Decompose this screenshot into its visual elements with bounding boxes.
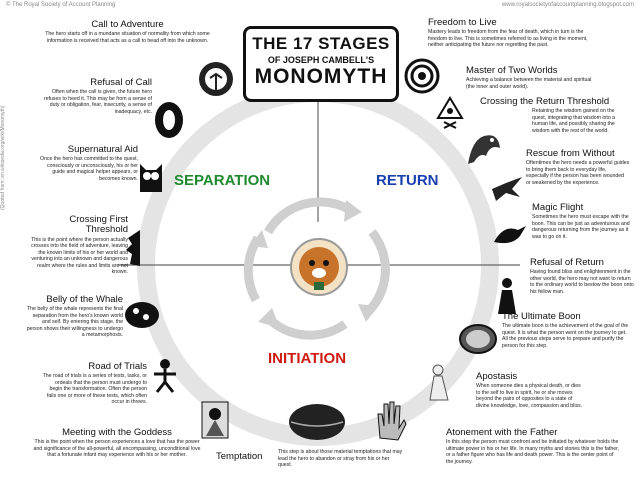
stage-title: Freedom to Live <box>428 17 497 28</box>
title-box <box>243 26 399 102</box>
stage-title: Crossing the Return Threshold <box>480 96 610 107</box>
tree-icon <box>196 60 236 103</box>
initiation-label: INITIATION <box>268 350 347 367</box>
copyright-text: © The Royal Society of Account Planning <box>6 2 116 8</box>
stage-title: Road of Trials <box>88 361 147 372</box>
chalice-icon <box>458 322 498 361</box>
stage-apotheosis <box>476 372 586 409</box>
stage-text: Once the hero has committed to the quest, consciously or unconsciously, his or her guide and magical helper appears, or becomes known. <box>39 156 138 182</box>
stage-text: Having found bliss and enlightenment in the other world, the hero may not want to return to the ordinary world to bestow the boon onto his fellow man. <box>530 269 634 295</box>
stage-master-of-two-worlds <box>466 66 596 90</box>
stage-text: This is the point where the person actually crosses into the field of adventure, leaving the known limits of his or her world and venturing into an unknown and dangerous realm where the rules and limits are not known. <box>31 236 128 276</box>
stage-text: When someone dies a physical death, or dies to the self to live in spirit, he or she moves beyond the pairs of opposites to a state of divine knowledge, love, compassion and bliss. <box>476 383 583 409</box>
return-label: RETURN <box>376 172 439 189</box>
stage-text: Oftentimes the hero needs a powerful guides to bring them back to everyday life, especially if the person has been wounded or weakened by the experience. <box>526 160 630 186</box>
stage-belly-of-whale <box>25 295 123 339</box>
dancer-icon <box>148 356 182 399</box>
statue-icon <box>420 362 454 407</box>
stage-title: Temptation <box>216 451 263 462</box>
stage-title: Refusal of Call <box>90 77 152 88</box>
bird-icon <box>492 222 528 257</box>
stage-text: The hero starts off in a mundane situation of normality from which some information is received that acts as a call to head off into the unknown. <box>45 31 210 44</box>
stage-temptation <box>278 448 403 469</box>
title-line-2: OF JOSEPH CAMBELL'S <box>267 55 375 65</box>
goddess-icon <box>200 400 230 445</box>
stage-text: Sometimes the hero must escape with the boon. This can be just as adventurous and dangerous returning from the journey as it was to go on it. <box>532 214 630 240</box>
stage-title: Meeting with the Goddess <box>62 427 172 438</box>
stage-text: The road of trials is a series of tests, tasks, or ordeals that the person must undergo to begin the transformation. Often the person fails one or more of these tests, which often occur in threes. <box>42 373 147 406</box>
hero-face-icon <box>290 238 348 296</box>
lips-icon <box>287 402 347 447</box>
stage-crossing-first-threshold <box>28 215 128 276</box>
stage-text: Often when the call is given, the future hero refuses to heed it. This may be from a sense of duty or obligation, fear, insecurity, a sense of inadequacy, etc. <box>43 89 152 115</box>
stage-title: Refusal of Return <box>530 257 604 268</box>
stage-freedom-to-live <box>428 18 603 49</box>
stage-title: Master of Two Worlds <box>466 65 558 76</box>
source-credit: (Quoted from: en.wikipedia.org/wiki/Monomyth) <box>0 105 6 210</box>
stage-title: Call to Adventure <box>91 19 164 30</box>
stage-atonement-with-father <box>446 428 622 465</box>
stage-ultimate-boon <box>502 312 630 349</box>
stage-refusal-of-return <box>530 258 634 295</box>
stage-text: The ultimate boon is the achievement of the goal of the quest. It is what the person went on the journey to get. All the previous steps serve to prepare and purify the person for this step. <box>502 323 629 349</box>
stage-supernatural-aid <box>38 145 138 182</box>
website-text: www.royalsocietyofaccountplanning.blogspot.com <box>501 2 634 8</box>
separation-label: SEPARATION <box>174 172 271 189</box>
stage-text: Achieving a balance between the material and spiritual (the inner and outer world). <box>466 77 592 90</box>
stage-call-to-adventure <box>40 20 215 44</box>
stage-text: This is the point when the person experiences a love that has the power and significance of the all-powerful, all encompassing, unconditional love that a fortunate infant may experience with his or her mother. <box>33 439 201 459</box>
spiral-icon <box>404 58 440 99</box>
stage-title: Atonement with the Father <box>446 427 558 438</box>
stage-title: Belly of the Whale <box>46 294 123 305</box>
stage-text: The belly of the whale represents the final separation from the hero's known world and self. By entering this stage, the person shows their willingness to undergo a metamorphosis. <box>26 306 123 339</box>
stage-text: Mastery leads to freedom from the fear of death, which in turn is the freedom to live. This is sometimes referred to as living in the moment, neither anticipating the future nor regretting the past. <box>428 29 588 49</box>
title-line-1: THE 17 STAGES <box>252 34 390 53</box>
face-silhouette-icon <box>122 228 144 273</box>
owl-icon <box>136 158 166 201</box>
hand-icon <box>372 398 408 447</box>
stage-title: Supernatural Aid <box>67 144 138 155</box>
stage-refusal-of-call <box>40 78 152 115</box>
stage-title: Magic Flight <box>532 202 584 213</box>
title-line-3: MONOMYTH <box>254 65 388 88</box>
stage-rescue-from-without <box>526 149 630 186</box>
stage-title: Crossing First Threshold <box>69 214 128 236</box>
stage-meeting-with-goddess <box>32 428 202 459</box>
stage-text: Retaining the wisdom gained on the quest, integrating that wisdom into a human life, and possibly sharing the wisdom with the rest of the world. <box>532 108 616 134</box>
stage-text: In this step the person must confront and be initiated by whatever holds the ultimate power in his or her life. In many myths and stories this is the father, or a father figure who has life and death power. This is the center point of the journey. <box>446 439 619 465</box>
balance-symbol-icon <box>436 96 464 135</box>
stage-text: This step is about those material temptations that may lead the hero to abandon or stray from his or her quest. <box>278 449 403 468</box>
stage-title: Apostasis <box>476 371 518 382</box>
dragon-icon <box>464 126 504 173</box>
stage-title: Rescue from Without <box>526 148 615 159</box>
stage-magic-flight <box>532 203 632 240</box>
stage-temptation-title <box>216 452 276 462</box>
eagle-icon <box>490 175 524 210</box>
ring-icon <box>152 100 186 145</box>
whale-icon <box>124 300 160 335</box>
stage-title: The Ultimate Boon <box>502 311 581 322</box>
stage-road-of-trials <box>42 362 147 406</box>
